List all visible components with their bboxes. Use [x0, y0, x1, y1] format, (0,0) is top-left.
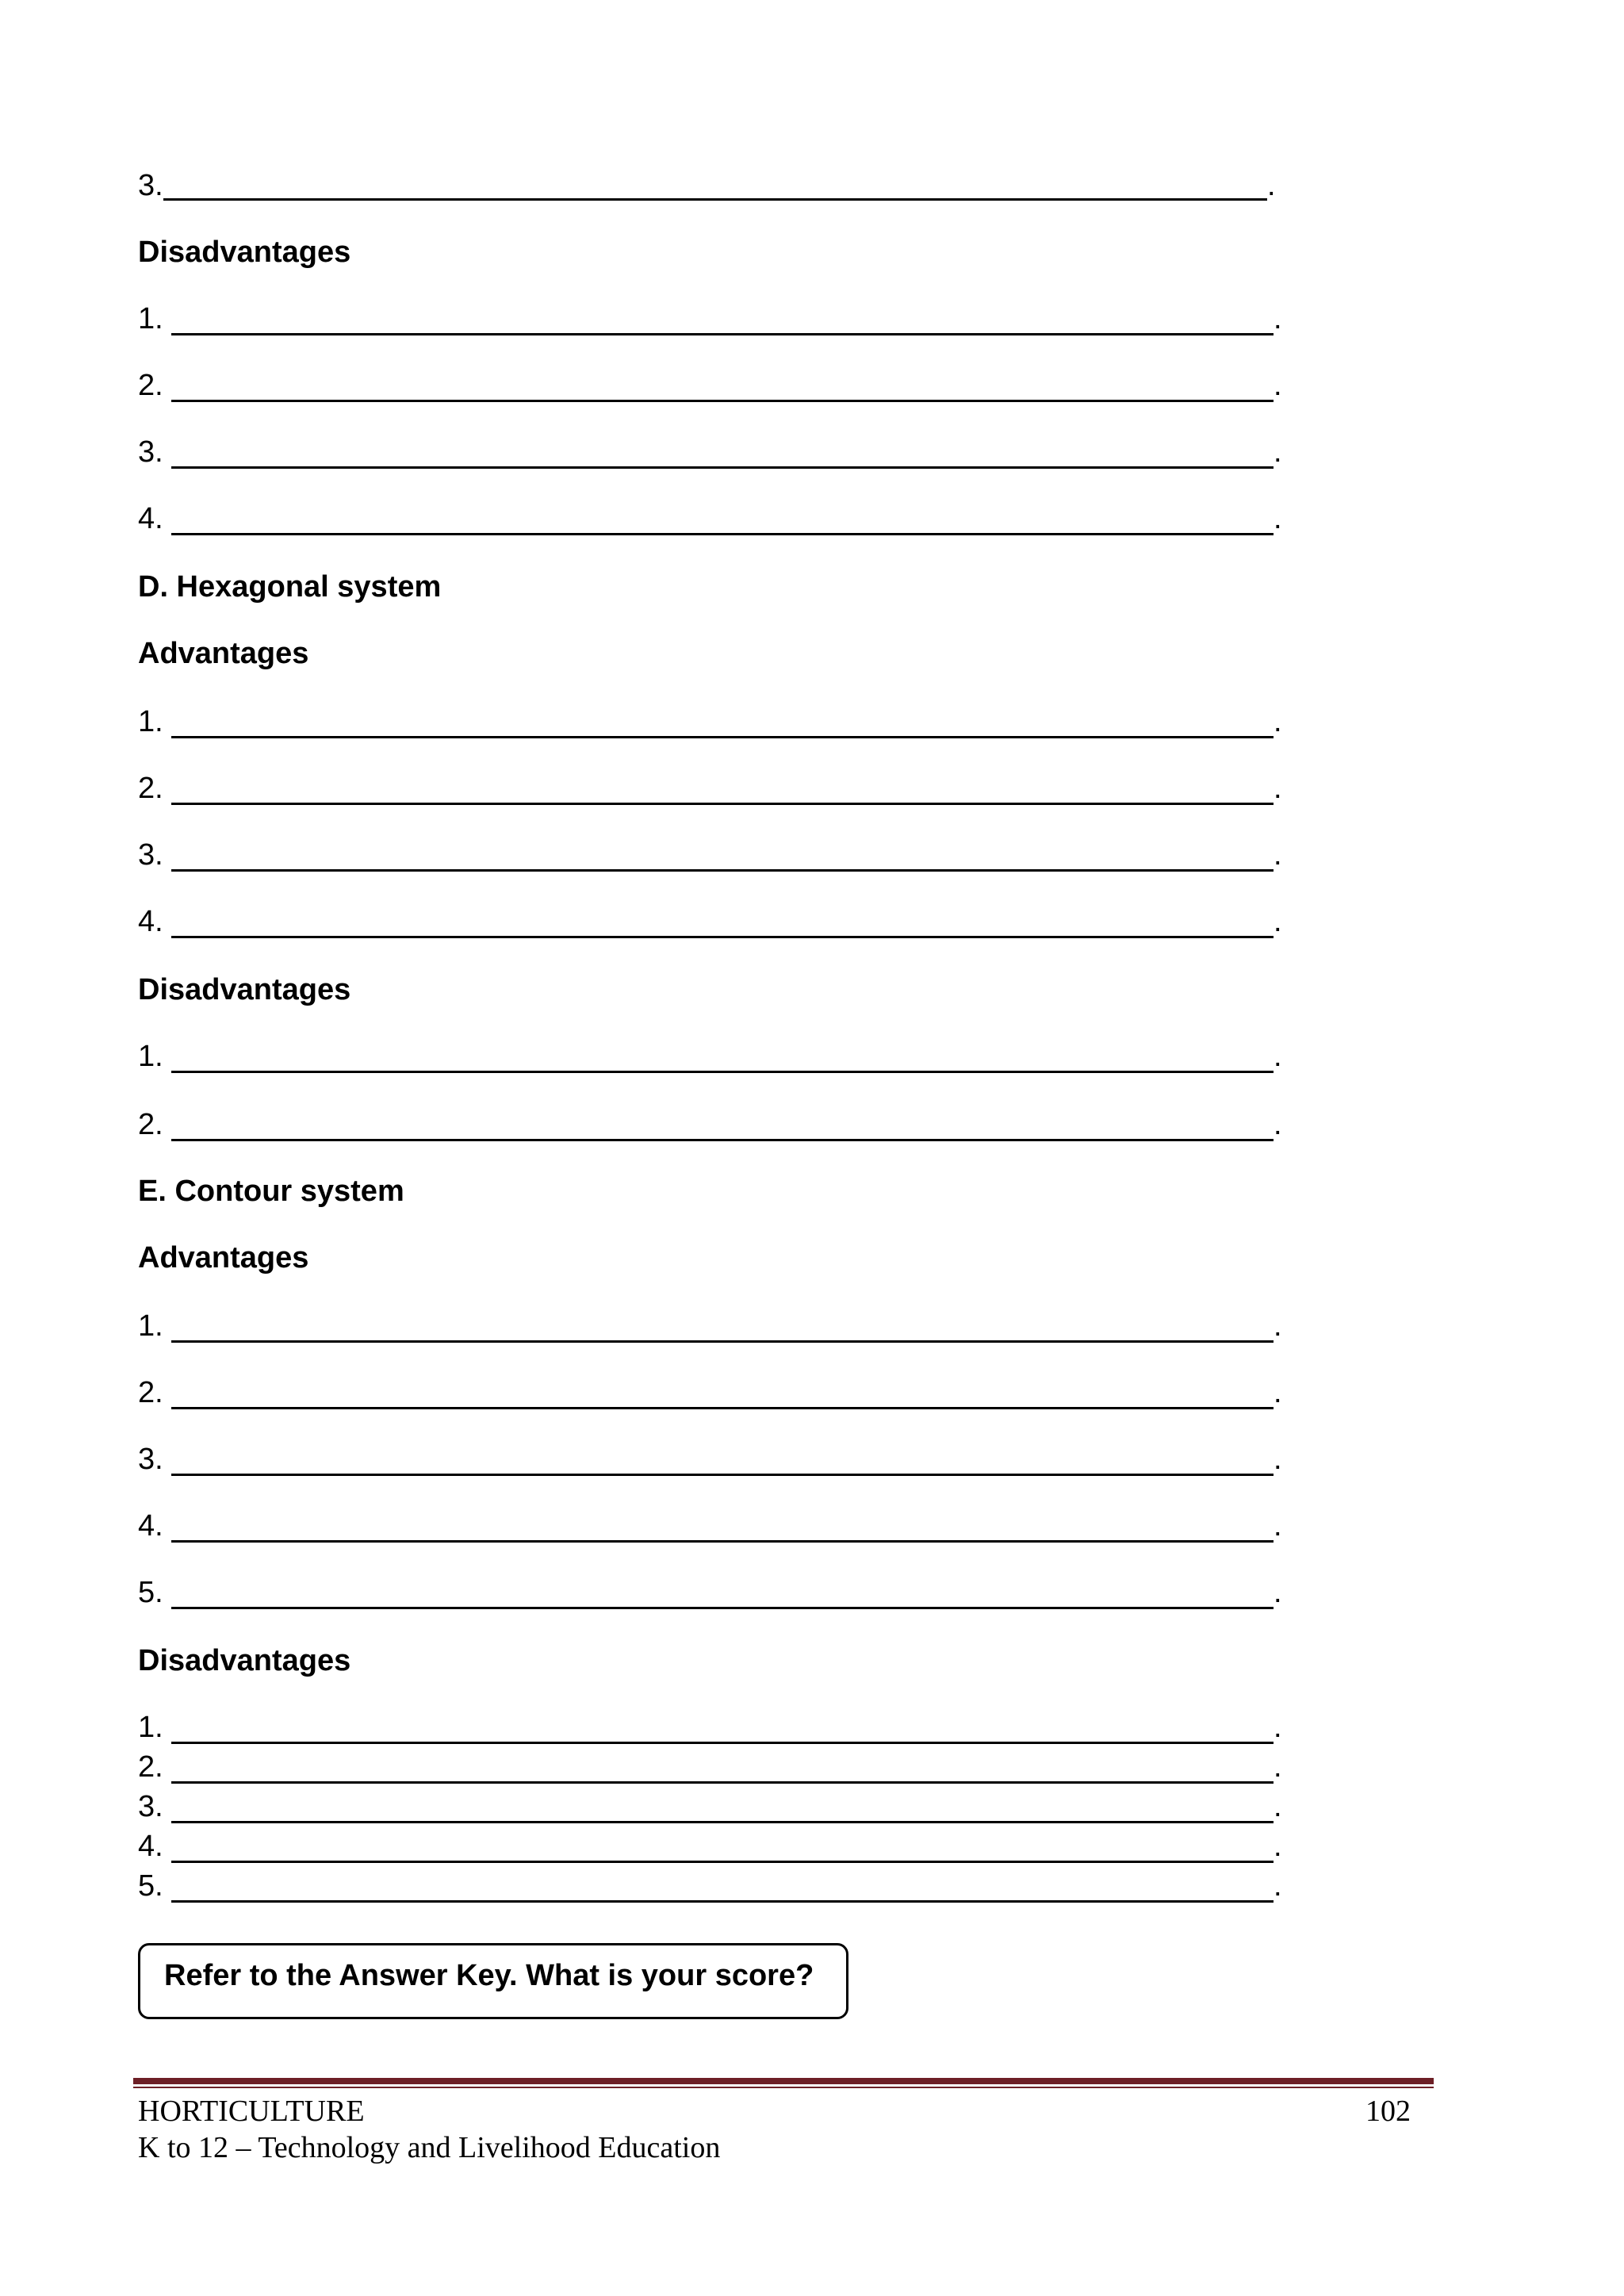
- answer-line-end: .: [1274, 838, 1282, 872]
- answer-line-end: .: [1274, 772, 1282, 805]
- answer-line[interactable]: [171, 1474, 1274, 1476]
- answer-line-end: .: [1274, 705, 1282, 738]
- footer-rule: [133, 2078, 1434, 2084]
- answer-line[interactable]: [171, 400, 1274, 402]
- answer-line[interactable]: [171, 736, 1274, 738]
- advantages-heading: Advantages: [138, 1241, 309, 1274]
- disadvantages-heading: Disadvantages: [138, 1644, 351, 1677]
- answer-line-number: 3.: [138, 1790, 163, 1823]
- answer-key-box: [138, 1943, 848, 2019]
- answer-line-number: 4.: [138, 1830, 163, 1863]
- answer-line[interactable]: [171, 333, 1274, 335]
- answer-line-end: .: [1274, 1750, 1282, 1784]
- answer-line-number: 3.: [138, 435, 163, 469]
- answer-line-number: 3.: [138, 1443, 163, 1476]
- answer-line-number: 1.: [138, 1040, 163, 1073]
- answer-line-end: .: [1274, 1711, 1282, 1744]
- answer-line-number: 4.: [138, 502, 163, 535]
- answer-line-end: .: [1267, 169, 1276, 202]
- answer-line-end: .: [1274, 1509, 1282, 1543]
- answer-line-end: .: [1274, 1443, 1282, 1476]
- section-title-contour: E. Contour system: [138, 1175, 404, 1208]
- answer-line-number: 1.: [138, 1309, 163, 1343]
- answer-line[interactable]: [171, 1781, 1274, 1784]
- answer-line-end: .: [1274, 1869, 1282, 1903]
- answer-line-end: .: [1274, 502, 1282, 535]
- answer-line-number: 1.: [138, 705, 163, 738]
- answer-line[interactable]: [171, 1540, 1274, 1543]
- answer-line-number: 4.: [138, 1509, 163, 1543]
- answer-line-number: 2.: [138, 772, 163, 805]
- answer-line[interactable]: [171, 533, 1274, 535]
- answer-line-number: 1.: [138, 302, 163, 335]
- answer-line[interactable]: [171, 936, 1274, 938]
- answer-line-number: 1.: [138, 1711, 163, 1744]
- answer-line[interactable]: [171, 1821, 1274, 1823]
- answer-line[interactable]: [171, 869, 1274, 872]
- answer-line-number: 3.: [138, 169, 163, 202]
- answer-line[interactable]: [163, 198, 1267, 201]
- answer-line[interactable]: [171, 1071, 1274, 1073]
- answer-line[interactable]: [171, 1340, 1274, 1343]
- disadvantages-heading: Disadvantages: [138, 236, 351, 269]
- answer-line[interactable]: [171, 1900, 1274, 1903]
- answer-line-end: .: [1274, 435, 1282, 469]
- section-title-hexagonal: D. Hexagonal system: [138, 570, 442, 604]
- footer-course: K to 12 – Technology and Livelihood Education: [138, 2131, 721, 2164]
- disadvantages-heading: Disadvantages: [138, 973, 351, 1006]
- answer-line-end: .: [1274, 1830, 1282, 1863]
- answer-line[interactable]: [171, 1742, 1274, 1744]
- answer-line[interactable]: [171, 1139, 1274, 1141]
- answer-line-number: 2.: [138, 1108, 163, 1141]
- answer-line-end: .: [1274, 905, 1282, 938]
- answer-key-prompt: Refer to the Answer Key. What is your score?: [164, 1959, 814, 1992]
- answer-line-number: 5.: [138, 1869, 163, 1903]
- answer-line-number: 2.: [138, 1750, 163, 1784]
- answer-line[interactable]: [171, 1607, 1274, 1609]
- answer-line-end: .: [1274, 1576, 1282, 1609]
- answer-line[interactable]: [171, 803, 1274, 805]
- answer-line[interactable]: [171, 1407, 1274, 1409]
- answer-line-number: 5.: [138, 1576, 163, 1609]
- advantages-heading: Advantages: [138, 637, 309, 670]
- answer-line-number: 2.: [138, 1376, 163, 1409]
- answer-line-end: .: [1274, 1040, 1282, 1073]
- answer-line-number: 3.: [138, 838, 163, 872]
- footer-subject: HORTICULTURE: [138, 2095, 365, 2128]
- answer-line-number: 4.: [138, 905, 163, 938]
- answer-line-end: .: [1274, 1108, 1282, 1141]
- answer-line-end: .: [1274, 302, 1282, 335]
- page-number: 102: [1365, 2095, 1411, 2128]
- answer-line-number: 2.: [138, 369, 163, 402]
- answer-line-end: .: [1274, 1376, 1282, 1409]
- answer-line-end: .: [1274, 1309, 1282, 1343]
- answer-line[interactable]: [171, 466, 1274, 469]
- footer-rule-thin: [133, 2087, 1434, 2088]
- answer-line-end: .: [1274, 369, 1282, 402]
- answer-line[interactable]: [171, 1861, 1274, 1863]
- answer-line-end: .: [1274, 1790, 1282, 1823]
